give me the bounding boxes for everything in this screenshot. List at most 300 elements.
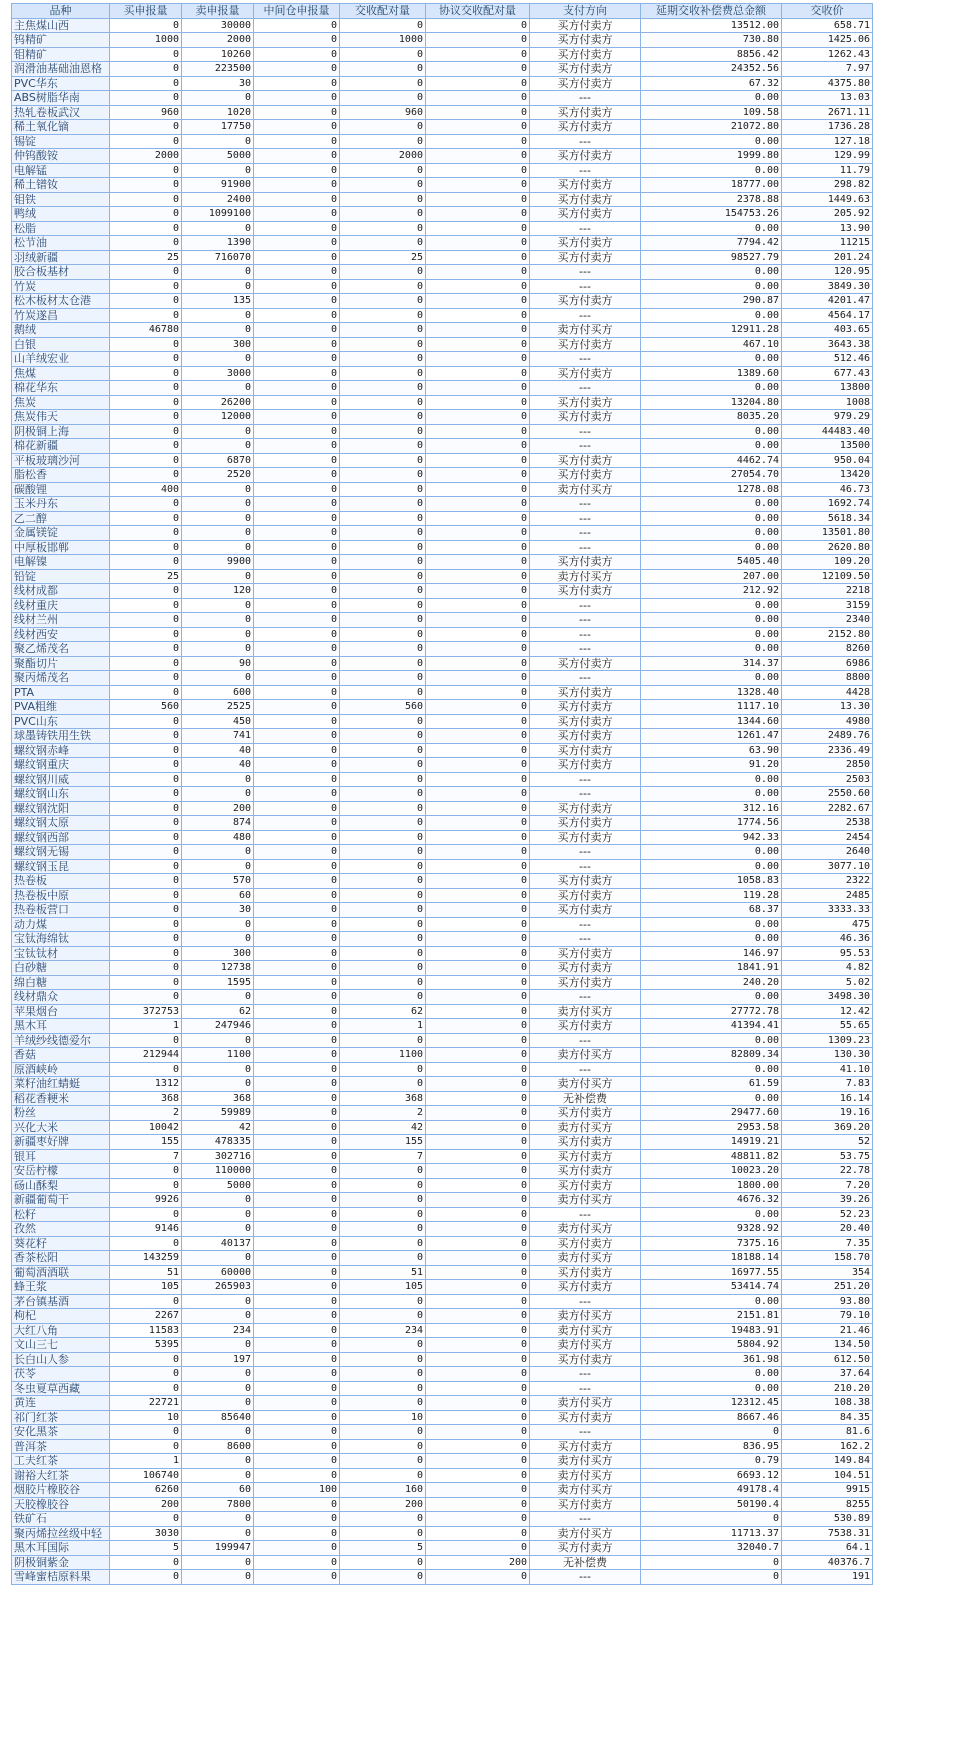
agreement-matched-cell: 0 xyxy=(426,540,530,555)
table-row xyxy=(12,859,873,874)
intermediate-declared-cell: 0 xyxy=(254,163,340,178)
sell-declared-cell: 600 xyxy=(182,685,254,700)
buy-declared-cell: 0 xyxy=(110,265,182,280)
matched-volume-cell: 0 xyxy=(340,642,426,657)
matched-volume-cell: 0 xyxy=(340,1396,426,1411)
sell-declared-cell: 265903 xyxy=(182,1280,254,1295)
payment-direction-cell: 买方付卖方 xyxy=(530,1352,641,1367)
sell-declared-cell: 0 xyxy=(182,221,254,236)
delivery-price-cell: 81.6 xyxy=(782,1425,873,1440)
payment-direction-cell: 买方付卖方 xyxy=(530,149,641,164)
buy-declared-cell: 0 xyxy=(110,1512,182,1527)
matched-volume-cell: 0 xyxy=(340,1338,426,1353)
compensation-total-cell: 154753.26 xyxy=(641,207,782,222)
variety-cell: 黑木耳 xyxy=(12,1019,110,1034)
variety-cell: 松木板材太仓港 xyxy=(12,294,110,309)
table-row xyxy=(12,787,873,802)
buy-declared-cell: 0 xyxy=(110,758,182,773)
table-row xyxy=(12,1207,873,1222)
buy-declared-cell: 10 xyxy=(110,1410,182,1425)
intermediate-declared-cell: 0 xyxy=(254,1236,340,1251)
intermediate-declared-cell: 0 xyxy=(254,221,340,236)
sell-declared-cell: 0 xyxy=(182,163,254,178)
matched-volume-cell: 25 xyxy=(340,250,426,265)
variety-cell: 大红八角 xyxy=(12,1323,110,1338)
variety-cell: 原酒峡岭 xyxy=(12,1062,110,1077)
table-row xyxy=(12,685,873,700)
payment-direction-cell: --- xyxy=(530,990,641,1005)
agreement-matched-cell: 0 xyxy=(426,613,530,628)
payment-direction-cell: 买方付卖方 xyxy=(530,1164,641,1179)
delivery-price-cell: 979.29 xyxy=(782,410,873,425)
delivery-price-cell: 403.65 xyxy=(782,323,873,338)
agreement-matched-cell: 0 xyxy=(426,18,530,33)
delivery-price-cell: 3849.30 xyxy=(782,279,873,294)
intermediate-declared-cell: 0 xyxy=(254,526,340,541)
sell-declared-cell: 0 xyxy=(182,613,254,628)
compensation-total-cell: 63.90 xyxy=(641,743,782,758)
agreement-matched-cell: 0 xyxy=(426,47,530,62)
payment-direction-cell: --- xyxy=(530,1512,641,1527)
table-row xyxy=(12,1149,873,1164)
sell-declared-cell: 2520 xyxy=(182,468,254,483)
intermediate-declared-cell: 0 xyxy=(254,395,340,410)
intermediate-declared-cell: 0 xyxy=(254,1164,340,1179)
table-row xyxy=(12,453,873,468)
matched-volume-cell: 0 xyxy=(340,917,426,932)
variety-cell: 螺纹钢重庆 xyxy=(12,758,110,773)
agreement-matched-cell: 0 xyxy=(426,642,530,657)
payment-direction-cell: 买方付卖方 xyxy=(530,294,641,309)
delivery-price-cell: 12.42 xyxy=(782,1004,873,1019)
payment-direction-cell: 买方付卖方 xyxy=(530,468,641,483)
delivery-price-cell: 2282.67 xyxy=(782,801,873,816)
compensation-total-cell: 836.95 xyxy=(641,1439,782,1454)
variety-cell: 电解锰 xyxy=(12,163,110,178)
matched-volume-cell: 0 xyxy=(340,1062,426,1077)
buy-declared-cell: 0 xyxy=(110,366,182,381)
table-row xyxy=(12,1193,873,1208)
matched-volume-cell: 0 xyxy=(340,192,426,207)
table-row xyxy=(12,482,873,497)
matched-volume-cell: 160 xyxy=(340,1483,426,1498)
table-row xyxy=(12,62,873,77)
buy-declared-cell: 368 xyxy=(110,1091,182,1106)
compensation-total-cell: 0.00 xyxy=(641,932,782,947)
agreement-matched-cell: 0 xyxy=(426,62,530,77)
buy-declared-cell: 143259 xyxy=(110,1251,182,1266)
compensation-total-cell: 8667.46 xyxy=(641,1410,782,1425)
compensation-total-cell: 5405.40 xyxy=(641,555,782,570)
matched-volume-cell: 0 xyxy=(340,1439,426,1454)
intermediate-declared-cell: 0 xyxy=(254,743,340,758)
matched-volume-cell: 0 xyxy=(340,1454,426,1469)
agreement-matched-cell: 0 xyxy=(426,772,530,787)
intermediate-declared-cell: 0 xyxy=(254,1309,340,1324)
agreement-matched-cell: 0 xyxy=(426,729,530,744)
intermediate-declared-cell: 0 xyxy=(254,279,340,294)
table-row xyxy=(12,1338,873,1353)
agreement-matched-cell: 0 xyxy=(426,1062,530,1077)
compensation-total-cell: 6693.12 xyxy=(641,1468,782,1483)
agreement-matched-cell: 0 xyxy=(426,91,530,106)
matched-volume-cell: 62 xyxy=(340,1004,426,1019)
payment-direction-cell: 买方付卖方 xyxy=(530,105,641,120)
buy-declared-cell: 0 xyxy=(110,18,182,33)
variety-cell: 线材成都 xyxy=(12,584,110,599)
intermediate-declared-cell: 0 xyxy=(254,772,340,787)
table-row xyxy=(12,1120,873,1135)
payment-direction-cell: --- xyxy=(530,772,641,787)
table-row xyxy=(12,1077,873,1092)
table-row xyxy=(12,207,873,222)
intermediate-declared-cell: 0 xyxy=(254,1410,340,1425)
table-row xyxy=(12,1367,873,1382)
compensation-total-cell: 1800.00 xyxy=(641,1178,782,1193)
buy-declared-cell: 0 xyxy=(110,874,182,889)
payment-direction-cell: 买方付卖方 xyxy=(530,888,641,903)
delivery-price-cell: 251.20 xyxy=(782,1280,873,1295)
delivery-price-cell: 46.73 xyxy=(782,482,873,497)
compensation-total-cell: 0.00 xyxy=(641,772,782,787)
buy-declared-cell: 0 xyxy=(110,540,182,555)
compensation-total-cell: 12911.28 xyxy=(641,323,782,338)
payment-direction-cell: 卖方付买方 xyxy=(530,1309,641,1324)
matched-volume-cell: 0 xyxy=(340,366,426,381)
intermediate-declared-cell: 0 xyxy=(254,366,340,381)
agreement-matched-cell: 0 xyxy=(426,1280,530,1295)
intermediate-declared-cell: 0 xyxy=(254,1352,340,1367)
compensation-total-cell: 5804.92 xyxy=(641,1338,782,1353)
matched-volume-cell: 0 xyxy=(340,845,426,860)
agreement-matched-cell: 0 xyxy=(426,352,530,367)
intermediate-declared-cell: 0 xyxy=(254,1570,340,1585)
buy-declared-cell: 0 xyxy=(110,279,182,294)
sell-declared-cell: 40137 xyxy=(182,1236,254,1251)
sell-declared-cell: 1099100 xyxy=(182,207,254,222)
compensation-total-cell: 0.00 xyxy=(641,279,782,294)
sell-declared-cell: 300 xyxy=(182,946,254,961)
table-row xyxy=(12,1106,873,1121)
buy-declared-cell: 0 xyxy=(110,352,182,367)
table-row xyxy=(12,816,873,831)
agreement-matched-cell: 0 xyxy=(426,627,530,642)
agreement-matched-cell: 0 xyxy=(426,787,530,802)
variety-cell: 线材西安 xyxy=(12,627,110,642)
sell-declared-cell: 199947 xyxy=(182,1541,254,1556)
table-row xyxy=(12,758,873,773)
intermediate-declared-cell: 0 xyxy=(254,178,340,193)
payment-direction-cell: --- xyxy=(530,540,641,555)
delivery-price-cell: 1309.23 xyxy=(782,1033,873,1048)
agreement-matched-cell: 0 xyxy=(426,1236,530,1251)
header-variety: 品种 xyxy=(12,4,110,19)
agreement-matched-cell: 0 xyxy=(426,192,530,207)
payment-direction-cell: 买方付卖方 xyxy=(530,903,641,918)
table-row xyxy=(12,1033,873,1048)
compensation-total-cell: 0.00 xyxy=(641,1091,782,1106)
buy-declared-cell: 0 xyxy=(110,729,182,744)
variety-cell: 螺纹钢川威 xyxy=(12,772,110,787)
matched-volume-cell: 0 xyxy=(340,1164,426,1179)
buy-declared-cell: 0 xyxy=(110,439,182,454)
table-row xyxy=(12,76,873,91)
agreement-matched-cell: 0 xyxy=(426,1367,530,1382)
agreement-matched-cell: 0 xyxy=(426,105,530,120)
payment-direction-cell: --- xyxy=(530,1381,641,1396)
table-row xyxy=(12,91,873,106)
compensation-total-cell: 1999.80 xyxy=(641,149,782,164)
delivery-price-cell: 129.99 xyxy=(782,149,873,164)
compensation-total-cell: 0.00 xyxy=(641,917,782,932)
buy-declared-cell: 3030 xyxy=(110,1526,182,1541)
delivery-price-cell: 19.16 xyxy=(782,1106,873,1121)
matched-volume-cell: 200 xyxy=(340,1497,426,1512)
variety-cell: 粉丝 xyxy=(12,1106,110,1121)
variety-cell: 蜂王浆 xyxy=(12,1280,110,1295)
variety-cell: 香菇 xyxy=(12,1048,110,1063)
matched-volume-cell: 0 xyxy=(340,497,426,512)
compensation-total-cell: 1841.91 xyxy=(641,961,782,976)
payment-direction-cell: --- xyxy=(530,511,641,526)
buy-declared-cell: 0 xyxy=(110,91,182,106)
payment-direction-cell: --- xyxy=(530,424,641,439)
payment-direction-cell: --- xyxy=(530,1294,641,1309)
payment-direction-cell: 卖方付买方 xyxy=(530,1396,641,1411)
intermediate-declared-cell: 0 xyxy=(254,1396,340,1411)
delivery-price-cell: 130.30 xyxy=(782,1048,873,1063)
matched-volume-cell: 0 xyxy=(340,1425,426,1440)
compensation-total-cell: 0.00 xyxy=(641,352,782,367)
compensation-total-cell: 0 xyxy=(641,1425,782,1440)
delivery-price-cell: 5.02 xyxy=(782,975,873,990)
intermediate-declared-cell: 0 xyxy=(254,1323,340,1338)
compensation-total-cell: 91.20 xyxy=(641,758,782,773)
agreement-matched-cell: 0 xyxy=(426,1396,530,1411)
variety-cell: 竹炭遂昌 xyxy=(12,308,110,323)
matched-volume-cell: 0 xyxy=(340,1367,426,1382)
delivery-price-cell: 7.97 xyxy=(782,62,873,77)
table-row xyxy=(12,1004,873,1019)
intermediate-declared-cell: 0 xyxy=(254,787,340,802)
variety-cell: 烟胶片橡胶谷 xyxy=(12,1483,110,1498)
table-row xyxy=(12,540,873,555)
agreement-matched-cell: 0 xyxy=(426,236,530,251)
delivery-price-cell: 2489.76 xyxy=(782,729,873,744)
intermediate-declared-cell: 0 xyxy=(254,1280,340,1295)
buy-declared-cell: 0 xyxy=(110,511,182,526)
sell-declared-cell: 368 xyxy=(182,1091,254,1106)
variety-cell: 宝钛钛材 xyxy=(12,946,110,961)
sell-declared-cell: 716070 xyxy=(182,250,254,265)
delivery-price-cell: 191 xyxy=(782,1570,873,1585)
intermediate-declared-cell: 0 xyxy=(254,47,340,62)
delivery-price-cell: 16.14 xyxy=(782,1091,873,1106)
intermediate-declared-cell: 0 xyxy=(254,91,340,106)
variety-cell: 羽绒新疆 xyxy=(12,250,110,265)
intermediate-declared-cell: 0 xyxy=(254,1338,340,1353)
intermediate-declared-cell: 0 xyxy=(254,323,340,338)
agreement-matched-cell: 0 xyxy=(426,381,530,396)
sell-declared-cell: 6870 xyxy=(182,453,254,468)
payment-direction-cell: 买方付卖方 xyxy=(530,33,641,48)
intermediate-declared-cell: 0 xyxy=(254,932,340,947)
matched-volume-cell: 0 xyxy=(340,352,426,367)
agreement-matched-cell: 0 xyxy=(426,439,530,454)
buy-declared-cell: 0 xyxy=(110,120,182,135)
matched-volume-cell: 0 xyxy=(340,120,426,135)
agreement-matched-cell: 0 xyxy=(426,308,530,323)
delivery-price-cell: 52 xyxy=(782,1135,873,1150)
variety-cell: PTA xyxy=(12,685,110,700)
delivery-price-cell: 354 xyxy=(782,1265,873,1280)
buy-declared-cell: 0 xyxy=(110,772,182,787)
compensation-total-cell: 0.00 xyxy=(641,1207,782,1222)
sell-declared-cell: 0 xyxy=(182,598,254,613)
table-row xyxy=(12,250,873,265)
payment-direction-cell: 买方付卖方 xyxy=(530,1019,641,1034)
compensation-total-cell: 0.00 xyxy=(641,1381,782,1396)
delivery-price-cell: 3498.30 xyxy=(782,990,873,1005)
compensation-total-cell: 0.00 xyxy=(641,642,782,657)
table-row xyxy=(12,801,873,816)
variety-cell: 钼精矿 xyxy=(12,47,110,62)
agreement-matched-cell: 0 xyxy=(426,888,530,903)
variety-cell: 工夫红茶 xyxy=(12,1454,110,1469)
sell-declared-cell: 450 xyxy=(182,714,254,729)
payment-direction-cell: 卖方付买方 xyxy=(530,482,641,497)
payment-direction-cell: 卖方付买方 xyxy=(530,1077,641,1092)
sell-declared-cell: 7800 xyxy=(182,1497,254,1512)
table-row xyxy=(12,1265,873,1280)
sell-declared-cell: 1100 xyxy=(182,1048,254,1063)
intermediate-declared-cell: 0 xyxy=(254,1454,340,1469)
intermediate-declared-cell: 0 xyxy=(254,265,340,280)
payment-direction-cell: 买方付卖方 xyxy=(530,18,641,33)
payment-direction-cell: 买方付卖方 xyxy=(530,700,641,715)
agreement-matched-cell: 0 xyxy=(426,1309,530,1324)
variety-cell: 稀土镨钕 xyxy=(12,178,110,193)
agreement-matched-cell: 0 xyxy=(426,932,530,947)
sell-declared-cell: 0 xyxy=(182,569,254,584)
delivery-price-cell: 2538 xyxy=(782,816,873,831)
agreement-matched-cell: 0 xyxy=(426,1454,530,1469)
delivery-price-cell: 13501.80 xyxy=(782,526,873,541)
agreement-matched-cell: 0 xyxy=(426,221,530,236)
table-row xyxy=(12,1352,873,1367)
sell-declared-cell: 0 xyxy=(182,526,254,541)
delivery-price-cell: 21.46 xyxy=(782,1323,873,1338)
buy-declared-cell: 2 xyxy=(110,1106,182,1121)
compensation-total-cell: 0.00 xyxy=(641,497,782,512)
delivery-price-cell: 8800 xyxy=(782,671,873,686)
compensation-total-cell: 0.00 xyxy=(641,1033,782,1048)
variety-cell: 棉花华东 xyxy=(12,381,110,396)
matched-volume-cell: 0 xyxy=(340,1033,426,1048)
table-row xyxy=(12,1222,873,1237)
payment-direction-cell: 买方付卖方 xyxy=(530,366,641,381)
sell-declared-cell: 59989 xyxy=(182,1106,254,1121)
variety-cell: 脂松香 xyxy=(12,468,110,483)
table-row xyxy=(12,526,873,541)
buy-declared-cell: 0 xyxy=(110,714,182,729)
matched-volume-cell: 0 xyxy=(340,1178,426,1193)
table-row xyxy=(12,1454,873,1469)
variety-cell: 雪峰蜜桔原料果 xyxy=(12,1570,110,1585)
table-row xyxy=(12,265,873,280)
matched-volume-cell: 0 xyxy=(340,714,426,729)
sell-declared-cell: 0 xyxy=(182,1454,254,1469)
delivery-price-cell: 64.1 xyxy=(782,1541,873,1556)
buy-declared-cell: 200 xyxy=(110,1497,182,1512)
compensation-total-cell: 0.00 xyxy=(641,598,782,613)
sell-declared-cell: 120 xyxy=(182,584,254,599)
buy-declared-cell: 0 xyxy=(110,830,182,845)
compensation-total-cell: 16977.55 xyxy=(641,1265,782,1280)
delivery-price-cell: 4.82 xyxy=(782,961,873,976)
delivery-price-cell: 93.80 xyxy=(782,1294,873,1309)
agreement-matched-cell: 0 xyxy=(426,569,530,584)
matched-volume-cell: 960 xyxy=(340,105,426,120)
sell-declared-cell: 0 xyxy=(182,627,254,642)
sell-declared-cell: 0 xyxy=(182,540,254,555)
matched-volume-cell: 0 xyxy=(340,18,426,33)
variety-cell: 谢裕大红茶 xyxy=(12,1468,110,1483)
agreement-matched-cell: 0 xyxy=(426,1265,530,1280)
payment-direction-cell: --- xyxy=(530,352,641,367)
table-row xyxy=(12,990,873,1005)
delivery-price-cell: 2850 xyxy=(782,758,873,773)
agreement-matched-cell: 0 xyxy=(426,1294,530,1309)
delivery-price-cell: 2454 xyxy=(782,830,873,845)
buy-declared-cell: 7 xyxy=(110,1149,182,1164)
intermediate-declared-cell: 0 xyxy=(254,1425,340,1440)
header-sell-declared: 卖申报量 xyxy=(182,4,254,19)
table-row xyxy=(12,1091,873,1106)
table-row xyxy=(12,555,873,570)
delivery-price-cell: 52.23 xyxy=(782,1207,873,1222)
delivery-price-cell: 55.65 xyxy=(782,1019,873,1034)
table-row xyxy=(12,830,873,845)
payment-direction-cell: --- xyxy=(530,265,641,280)
sell-declared-cell: 60000 xyxy=(182,1265,254,1280)
table-row xyxy=(12,497,873,512)
payment-direction-cell: 买方付卖方 xyxy=(530,410,641,425)
variety-cell: 球墨铸铁用生铁 xyxy=(12,729,110,744)
intermediate-declared-cell: 0 xyxy=(254,613,340,628)
buy-declared-cell: 0 xyxy=(110,236,182,251)
table-row xyxy=(12,874,873,889)
table-row xyxy=(12,598,873,613)
compensation-total-cell: 0.00 xyxy=(641,221,782,236)
compensation-total-cell: 0.00 xyxy=(641,1367,782,1382)
variety-cell: 香茶松阳 xyxy=(12,1251,110,1266)
buy-declared-cell: 0 xyxy=(110,1062,182,1077)
agreement-matched-cell: 0 xyxy=(426,1149,530,1164)
agreement-matched-cell: 0 xyxy=(426,1468,530,1483)
table-row xyxy=(12,917,873,932)
agreement-matched-cell: 0 xyxy=(426,1570,530,1585)
delivery-price-cell: 162.2 xyxy=(782,1439,873,1454)
payment-direction-cell: 买方付卖方 xyxy=(530,743,641,758)
compensation-total-cell: 314.37 xyxy=(641,656,782,671)
intermediate-declared-cell: 0 xyxy=(254,1207,340,1222)
matched-volume-cell: 0 xyxy=(340,743,426,758)
agreement-matched-cell: 0 xyxy=(426,758,530,773)
agreement-matched-cell: 0 xyxy=(426,178,530,193)
variety-cell: 钼铁 xyxy=(12,192,110,207)
table-row xyxy=(12,1048,873,1063)
